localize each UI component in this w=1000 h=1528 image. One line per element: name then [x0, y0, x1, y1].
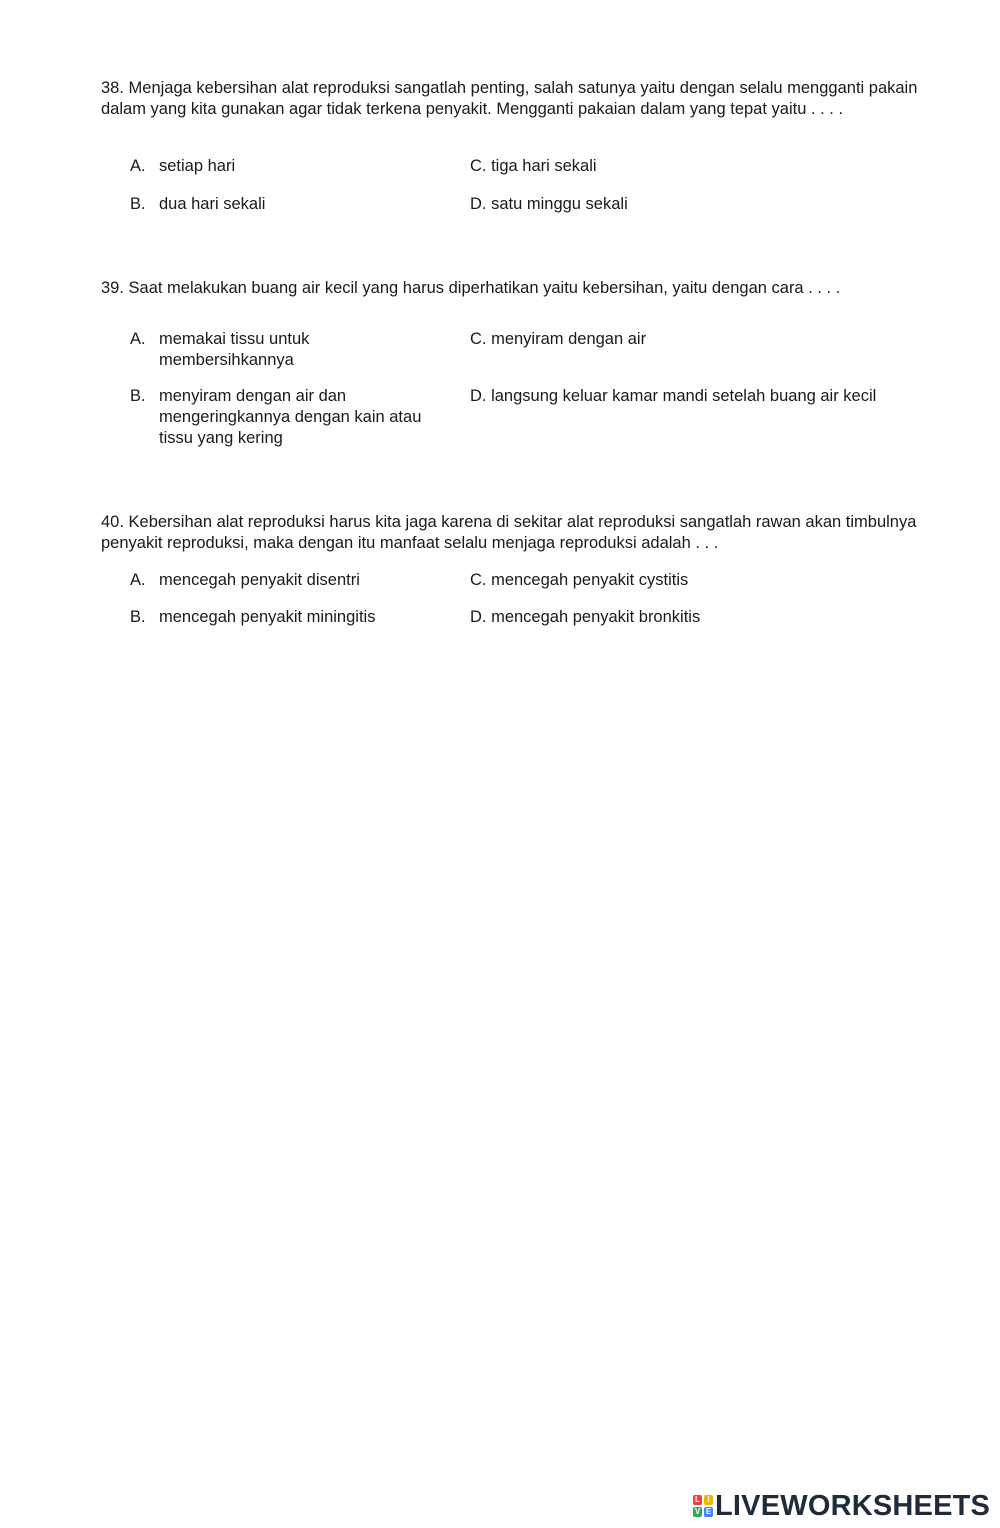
- question-40: [101, 512, 921, 554]
- question-40-text: 40. Kebersihan alat reproduksi harus kita jaga karena di sekitar alat reproduksi sangatlah rawan akan timbulnya penyakit reproduksi, maka dengan itu manfaat selalu menjaga reproduksi adalah . . .: [101, 513, 917, 552]
- question-40-option-d[interactable]: D. mencegah penyakit bronkitis: [470, 608, 701, 626]
- option-letter: B.: [130, 608, 146, 626]
- option-text: menyiram dengan air dan mengeringkannya dengan kain atau tissu yang kering: [159, 387, 422, 447]
- question-38-option-a[interactable]: [130, 156, 460, 177]
- option-text: memakai tissu untuk membersihkannya: [159, 330, 310, 369]
- question-39-option-d[interactable]: D. langsung keluar kamar mandi setelah buang air kecil: [470, 387, 877, 405]
- option-letter: A.: [130, 330, 146, 348]
- question-40-option-b[interactable]: [130, 607, 460, 628]
- question-40-option-c[interactable]: C. mencegah penyakit cystitis: [470, 571, 689, 589]
- question-40-option-a[interactable]: [130, 570, 460, 591]
- question-39-option-a[interactable]: [130, 329, 360, 371]
- option-text: mencegah penyakit disentri: [159, 571, 360, 589]
- option-letter: A.: [130, 571, 146, 589]
- liveworksheets-logo-text: LIVEWORKSHEETS: [715, 1490, 991, 1522]
- logo-tile-l: L: [693, 1495, 702, 1505]
- question-39: [101, 278, 921, 299]
- question-38-option-c[interactable]: C. tiga hari sekali: [470, 157, 597, 175]
- question-38: [101, 78, 921, 120]
- option-text: dua hari sekali: [159, 195, 266, 213]
- question-38-option-d[interactable]: D. satu minggu sekali: [470, 195, 628, 213]
- option-letter: B.: [130, 387, 146, 405]
- liveworksheets-logo-icon: [693, 1495, 713, 1517]
- logo-tile-v: V: [694, 1507, 701, 1516]
- option-letter: B.: [130, 195, 146, 213]
- option-text: setiap hari: [159, 157, 236, 175]
- logo-tile-i: I: [704, 1495, 713, 1505]
- question-39-text: 39. Saat melakukan buang air kecil yang harus diperhatikan yaitu kebersihan, yaitu dengan cara . . . .: [101, 279, 841, 297]
- question-39-option-b[interactable]: [130, 386, 450, 449]
- question-38-option-b[interactable]: [130, 194, 460, 215]
- logo-tile-e: E: [705, 1507, 712, 1516]
- question-39-option-c[interactable]: C. menyiram dengan air: [470, 330, 647, 348]
- liveworksheets-logo: [693, 1491, 990, 1521]
- option-text: mencegah penyakit miningitis: [159, 608, 376, 626]
- option-letter: A.: [130, 157, 146, 175]
- question-38-text: 38. Menjaga kebersihan alat reproduksi sangatlah penting, salah satunya yaitu dengan selalu mengganti pakain dalam yang kita gunakan agar tidak terkena penyakit. Mengganti pakaian dalam yang tepat yaitu . . . .: [101, 79, 918, 118]
